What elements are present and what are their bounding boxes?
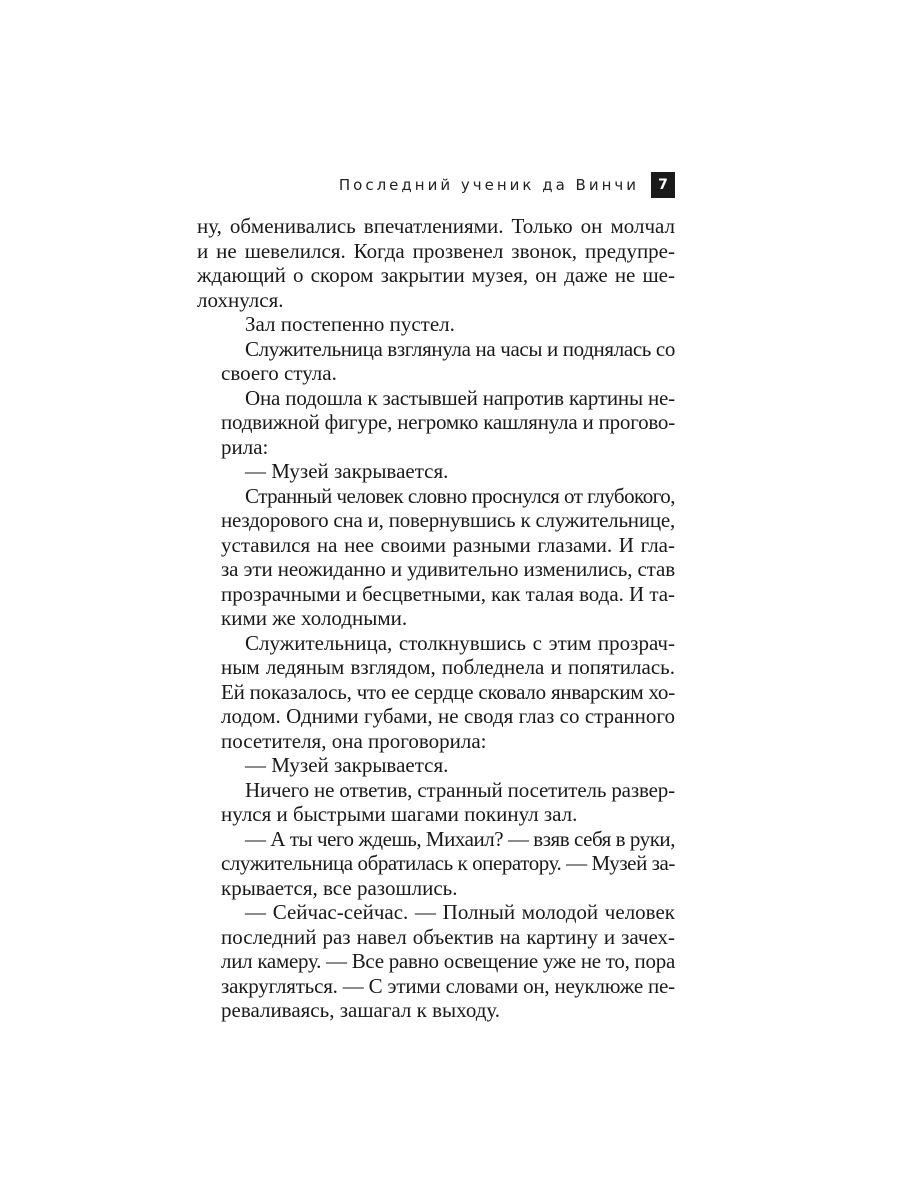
text-line: Она подошла к застывшей напротив картины не- — [245, 385, 675, 410]
text-line: крывается, все разошлись. — [221, 875, 458, 900]
text-line: Странный человек словно проснулся от глубокого, — [245, 483, 675, 508]
paragraph — [197, 214, 675, 312]
text-line: служительница обратилась к оператору. — Музей за- — [221, 851, 675, 875]
text-line: Ничего не ответив, странный посетитель развер- — [245, 777, 675, 802]
text-line: нездорового сна и, повернувшись к служительнице, — [221, 508, 675, 532]
text-line: закругляться. — С этими словами он, неуклюже пе- — [221, 973, 675, 998]
paragraph — [197, 900, 675, 1023]
text-line: Служительница взглянула на часы и поднялась со — [245, 336, 675, 361]
text-line: Ей показалось, что ее сердце сковало январским хо- — [221, 679, 675, 704]
text-line: своего стула. — [221, 361, 337, 385]
text-line: лил камеру. — Все равно освещение уже не то, пора — [221, 949, 675, 973]
text-line: нулся и быстрыми шагами покинул зал. — [221, 802, 578, 826]
paragraph — [197, 631, 675, 754]
text-line: — Музей закрывается. — [245, 753, 449, 777]
text-line: — Сейчас-сейчас. — Полный молодой человек — [245, 900, 675, 924]
running-header — [300, 172, 675, 198]
paragraph — [197, 312, 675, 337]
text-line: ну, обменивались впечатлениями. Только он молчал — [197, 214, 675, 238]
text-line: и не шевелился. Когда прозвенел звонок, предупре- — [197, 238, 675, 263]
text-line: лодом. Одними губами, не сводя глаз со странного — [221, 704, 675, 728]
text-line: Служительница, столкнувшись с этим прозрач- — [245, 630, 675, 655]
text-line: Зал постепенно пустел. — [245, 312, 455, 336]
paragraph — [197, 484, 675, 631]
text-line: ным ледяным взглядом, побледнела и попятилась. — [221, 655, 675, 679]
page-number-badge: 7 — [651, 172, 675, 198]
text-line: — А ты чего ждешь, Михаил? — взяв себя в руки, — [245, 826, 675, 851]
text-line: рила: — [221, 434, 269, 459]
paragraph — [197, 753, 675, 778]
text-line: последний раз навел объектив на картину и зачех- — [221, 924, 675, 949]
running-title: Последний ученик да Винчи — [338, 176, 639, 194]
text-line: подвижной фигуре, негромко кашлянула и прогово- — [221, 410, 675, 434]
paragraph — [197, 459, 675, 484]
text-line: ждающий о скором закрытии музея, он даже не ше- — [197, 263, 675, 287]
text-line: — Музей закрывается. — [245, 459, 449, 483]
text-line: уставился на нее своими разными глазами. И гла- — [221, 532, 675, 557]
paragraph — [197, 337, 675, 386]
paragraph — [197, 778, 675, 827]
paragraph — [197, 386, 675, 460]
paragraph — [197, 827, 675, 901]
text-line: посетителя, она проговорила: — [221, 728, 487, 753]
text-line: лохнулся. — [197, 287, 284, 312]
text-line: прозрачными и бесцветными, как талая вода. И та- — [221, 581, 675, 606]
body-text — [197, 214, 675, 1023]
text-line: реваливаясь, зашагал к выходу. — [221, 998, 501, 1022]
text-line: за эти неожиданно и удивительно изменились, став — [221, 557, 675, 581]
text-line: кими же холодными. — [221, 606, 408, 630]
